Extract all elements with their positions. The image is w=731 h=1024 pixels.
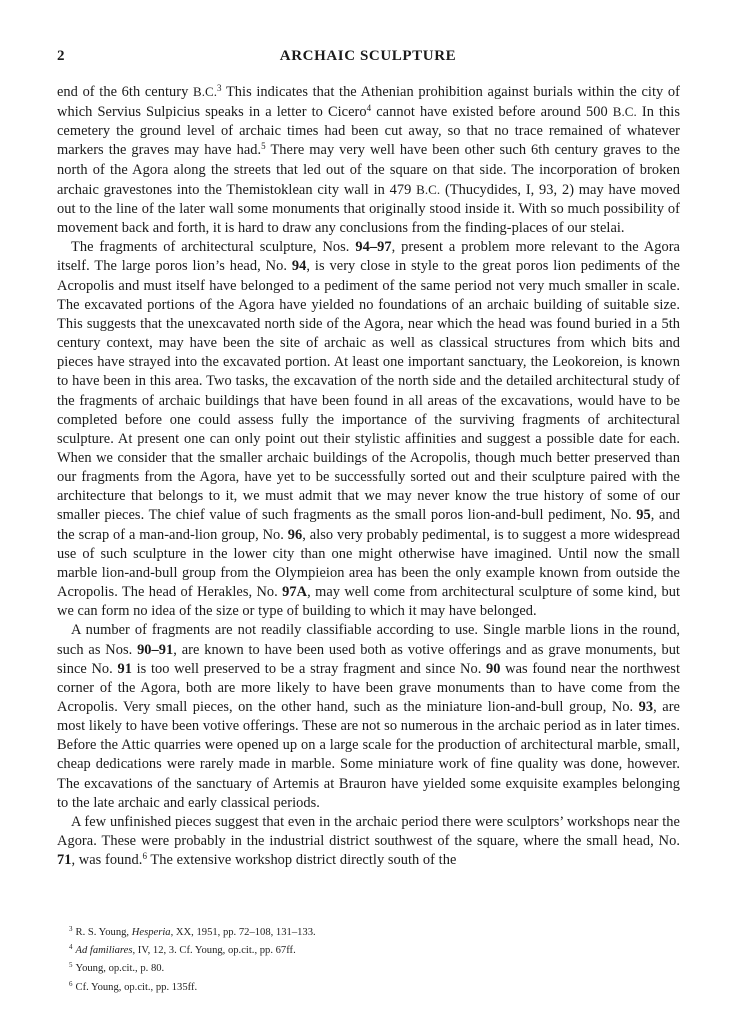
era-abbrev: B.C.	[612, 104, 637, 120]
page-header	[57, 48, 679, 70]
catalogue-number: 71	[57, 852, 72, 869]
footnote-4: $^4$ Ad familiares, IV, 12, 3. Cf. Young, op.cit., pp. 67ff.	[69, 943, 296, 957]
footnote-3: $^3$ R. S. Young, Hesperia, XX, 1951, pp. 72–108, 131–133.	[69, 925, 316, 938]
footnote-ref-5[interactable]: 5	[261, 141, 266, 152]
footnotes	[69, 922, 679, 995]
footnote-ref-3[interactable]: 3	[217, 83, 222, 93]
paragraph-3: A number of fragments are not readily classifiable according to use. Single marble lions in the round, such as Nos. 90–91, are known to have been used both as votive offerings and as grave monuments, but since No. 91 is too well preserved to be a stray fragment and since No. 90 was found near the northwest corner of the Agora, both are more likely to have been grave monuments than to have come from the Acropolis. Very small pieces, on the other hand, such as the miniature lion-and-bull group, No. 93, are most likely to have been votive offerings. These are not so numerous in the archaic period as in later times. Before the Attic quarries were opened up on a large scale for the production of architectural marble, small, cheap dedications were rarely made in marble. Some miniature work of fine quality was done, however. The excavations of the sanctuary of Artemis at Brauron have yielded some exquisite examples belonging to the late archaic and early classical periods.	[57, 622, 680, 811]
paragraph-1: end of the 6th century B.C.$^3$ This indicates that the Athenian prohibition against burials within the city of which Servius Sulpicius speaks in a letter to Cicero$^4$ cannot have existed before around 500 B.C. In this cemetery the ground level of archaic times had been cut away, so that no trace remained of whatever markers the graves may have had.$^5$ There may very well have been other such 6th century graves to the north of the Agora along the streets that led out of the square on that side. The incorporation of broken archaic gravestones into the Themistoklean city wall in 479 B.C. (Thucydides, I, 93, 2) may have moved out to the line of the later wall some monuments that originally stood inside it. With so much possibility of movement back and forth, it is hard to draw any conclusions from the finding-places of our stelai.	[57, 83, 681, 237]
catalogue-number: 94	[291, 258, 307, 275]
paragraph-2: The fragments of architectural sculpture, Nos. 94–97, present a problem more relevant to the Agora itself. The large poros lion’s head, No. 94, is very close in style to the great poros lion pediments of the Acropolis and must itself have belonged to a pediment of the same period not very much smaller in scale. The excavated portions of the Agora have yielded no foundations of an archaic building of suitable size. This suggests that the unexcavated north side of the Agora, near which the head was found buried in a 5th century context, may have been the site of archaic as well as classical structures from which bits and pieces have strayed into the excavated portion. At least one important sanctuary, the Leokoreion, is known to have been in this area. Two tasks, the excavation of the north side and the detailed architectural study of the fragments of archaic buildings that have been found in all areas of the excavations, would have to be completed before one could assess fully the importance of the surviving fragments of architectural sculpture. At present one can only point out their stylistic affinities and suggest a possible date for each. When we consider that the smaller archaic buildings of the Acropolis, though much better preserved than our fragments from the Agora, have yet to be successfully sorted out and their sculpture paired with the architecture that belongs to it, we must admit that we may never know the true history of some of our smaller pieces. The chief value of such fragments as the small poros lion-and-bull pediment, No. 95, and the scrap of a man-and-lion group, No. 96, also very probably pedimental, is to suggest a more widespread use of such sculpture in the lower city than one might otherwise have imagined. Until now the small marble lion-and-bull group from the Olympieion area has been the only example known from outside the Acropolis. The head of Herakles, No. 97A, may well come from architectural sculpture of some kind, but we can form no idea of the size or type of building to which it may have belonged.	[57, 239, 680, 620]
era-abbrev: B.C.	[416, 181, 441, 197]
catalogue-number: 93	[638, 699, 654, 715]
paragraph-4: A few unfinished pieces suggest that even in the archaic period there were sculptors’ workshops near the Agora. These were probably in the industrial district southwest of the square, where the small head, No. 71, was found.$^6$ The extensive workshop district directly south of the	[57, 813, 680, 869]
footnote-ref-6[interactable]: 6	[142, 851, 148, 862]
catalogue-number: 90–91	[137, 641, 174, 658]
footnote-6: $^6$ Cf. Young, op.cit., pp. 135ff.	[69, 979, 198, 993]
footnote-ref-4[interactable]: 4	[366, 103, 372, 114]
catalogue-number: 94–97	[355, 239, 392, 256]
page-number: 2	[57, 48, 65, 64]
catalogue-number: 91	[117, 660, 132, 677]
catalogue-number: 97A	[282, 584, 308, 601]
body-text	[57, 82, 680, 870]
era-abbrev: B.C.	[192, 84, 218, 99]
catalogue-number: 90	[486, 660, 501, 677]
running-title: ARCHAIC SCULPTURE	[279, 48, 457, 64]
catalogue-number: 96	[287, 526, 303, 543]
footnote-5: $^5$ Young, op.cit., p. 80.	[69, 961, 165, 975]
catalogue-number: 95	[636, 507, 651, 524]
